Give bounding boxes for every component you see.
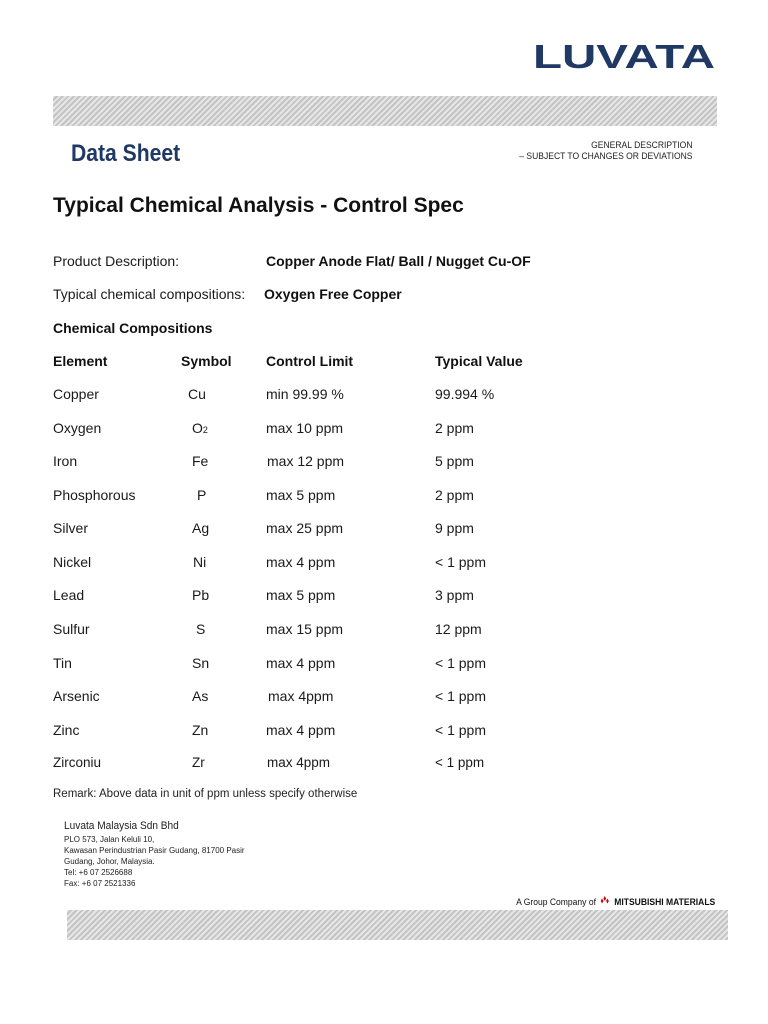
- general-description-line: – SUBJECT TO CHANGES OR DEVIATIONS: [519, 151, 693, 162]
- cell-element: Nickel: [53, 554, 92, 570]
- cell-element: Iron: [53, 453, 78, 469]
- column-header-typical-value: Typical Value: [435, 353, 523, 369]
- cell-symbol: [192, 420, 208, 436]
- cell-control-limit: max 5 ppm: [266, 587, 336, 603]
- cell-symbol: Zr: [192, 755, 205, 770]
- address-line: Gudang, Johor, Malaysia.: [64, 857, 155, 866]
- product-description-label: Product Description:: [53, 253, 180, 269]
- cell-element: Lead: [53, 587, 85, 603]
- cell-control-limit: min 99.99 %: [266, 386, 344, 402]
- cell-typical-value: 2 ppm: [435, 487, 474, 503]
- logo-text: LUVATA: [533, 40, 715, 72]
- cell-element: Silver: [53, 520, 89, 536]
- address-line: Tel: +6 07 2526688: [64, 868, 133, 877]
- column-header-symbol: Symbol: [181, 353, 232, 369]
- cell-control-limit: max 15 ppm: [266, 621, 344, 637]
- product-description-value: Copper Anode Flat/ Ball / Nugget Cu-OF: [266, 253, 531, 269]
- cell-typical-value: 2 ppm: [435, 420, 474, 436]
- cell-element: Sulfur: [53, 621, 90, 637]
- cell-typical-value: < 1 ppm: [435, 755, 485, 770]
- cell-symbol: Cu: [188, 386, 206, 402]
- composition-value: Oxygen Free Copper: [264, 286, 402, 302]
- cell-element: Zirconiu: [53, 755, 102, 770]
- cell-typical-value: < 1 ppm: [435, 722, 486, 738]
- cell-symbol: S: [196, 621, 206, 637]
- cell-control-limit: max 4 ppm: [266, 554, 336, 570]
- company-address: [64, 834, 245, 889]
- cell-element: Zinc: [53, 722, 80, 738]
- luvata-logo: [533, 40, 717, 72]
- address-line: Kawasan Perindustrian Pasir Gudang, 81700 Pasir: [64, 846, 245, 855]
- cell-element: Oxygen: [53, 420, 102, 436]
- cell-typical-value: 5 ppm: [435, 453, 474, 469]
- doc-type-title: Data Sheet: [71, 140, 181, 167]
- group-prefix: A Group Company of: [515, 897, 596, 908]
- group-name: MITSUBISHI MATERIALS: [613, 897, 715, 908]
- cell-symbol: Fe: [192, 453, 209, 469]
- cell-symbol: Sn: [192, 655, 210, 671]
- cell-typical-value: < 1 ppm: [435, 688, 486, 704]
- remark-note: Remark: Above data in unit of ppm unless specify otherwise: [53, 788, 358, 800]
- cell-element: Tin: [53, 655, 72, 671]
- composition-label: Typical chemical compositions:: [53, 286, 246, 302]
- cell-symbol: Pb: [192, 587, 210, 603]
- cell-control-limit: max 4 ppm: [266, 655, 336, 671]
- cell-typical-value: 3 ppm: [435, 587, 474, 603]
- cell-symbol: As: [192, 688, 209, 704]
- decorative-band-bottom: [67, 910, 728, 940]
- column-header-element: Element: [53, 353, 108, 369]
- general-description: [520, 140, 693, 162]
- cell-symbol: P: [197, 487, 207, 503]
- section-title: Chemical Compositions: [53, 320, 213, 336]
- mitsubishi-diamonds-icon: [600, 896, 610, 906]
- group-company-line: [516, 896, 715, 908]
- cell-control-limit: max 5 ppm: [266, 487, 336, 503]
- cell-element: Arsenic: [53, 688, 100, 704]
- symbol-text: O: [192, 420, 203, 436]
- address-line: Fax: +6 07 2521336: [64, 879, 136, 888]
- column-header-control-limit: Control Limit: [266, 353, 354, 369]
- cell-element: Phosphorous: [53, 487, 136, 503]
- cell-typical-value: < 1 ppm: [435, 655, 486, 671]
- cell-symbol: Zn: [192, 722, 209, 738]
- cell-element: Copper: [53, 386, 99, 402]
- cell-typical-value: 99.994 %: [435, 386, 495, 402]
- page-title: Typical Chemical Analysis - Control Spec: [53, 194, 464, 217]
- address-line: PLO 573, Jalan Keluli 10,: [64, 835, 155, 844]
- cell-typical-value: 9 ppm: [435, 520, 474, 536]
- cell-symbol: Ag: [192, 520, 210, 536]
- cell-typical-value: < 1 ppm: [435, 554, 486, 570]
- cell-control-limit: max 4ppm: [267, 755, 331, 770]
- company-name: Luvata Malaysia Sdn Bhd: [64, 820, 179, 832]
- cell-symbol: Ni: [193, 554, 207, 570]
- cell-typical-value: 12 ppm: [435, 621, 482, 637]
- decorative-band-top: [53, 96, 717, 126]
- cell-control-limit: max 25 ppm: [266, 520, 344, 536]
- cell-control-limit: max 4 ppm: [266, 722, 336, 738]
- general-description-line: GENERAL DESCRIPTION: [591, 140, 693, 151]
- cell-control-limit: max 10 ppm: [266, 420, 344, 436]
- cell-control-limit: max 12 ppm: [267, 453, 345, 469]
- symbol-subscript: 2: [202, 425, 208, 435]
- cell-control-limit: max 4ppm: [268, 688, 334, 704]
